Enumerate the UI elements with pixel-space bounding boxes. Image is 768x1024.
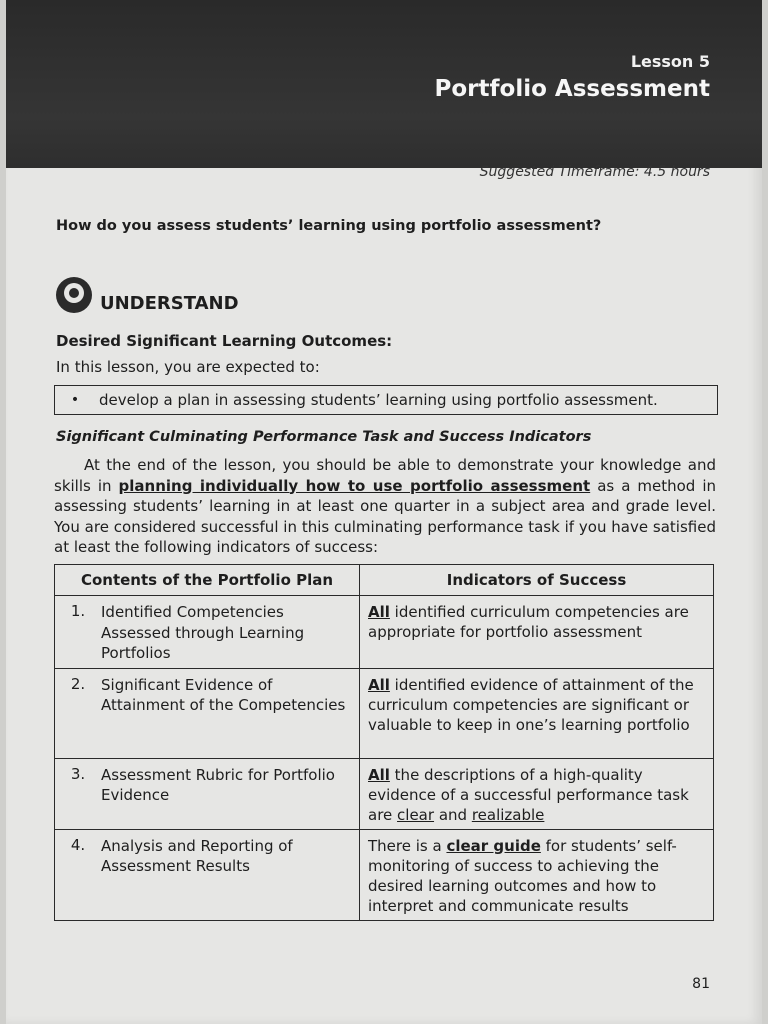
outcome-box (54, 385, 718, 415)
column-header-indicators: Indicators of Success (360, 565, 714, 596)
task-paragraph (54, 455, 716, 558)
bullet-icon: • (70, 392, 80, 408)
table-cell-content (55, 596, 360, 669)
row-content: Significant Evidence of Attainment of the Competencies (101, 675, 346, 714)
table-cell-indicator (360, 758, 714, 829)
outcomes-heading: Desired Significant Learning Outcomes: (56, 332, 393, 350)
book-page (6, 0, 762, 1024)
table-cell-content (55, 668, 360, 758)
row-number: 3. (70, 764, 86, 783)
understand-heading: UNDERSTAND (100, 293, 239, 314)
page-number: 81 (692, 976, 710, 992)
table-cell-content (55, 758, 360, 829)
understand-section-header (56, 275, 239, 314)
indicator-underlined-realizable: realizable (471, 805, 545, 824)
table-row (55, 758, 714, 829)
suggested-timeframe: Suggested Timeframe: 4.5 hours (479, 164, 710, 180)
lesson-label: Lesson 5 (630, 52, 710, 71)
task-text-underlined: planning individually how to use portfolio assessment (118, 476, 591, 495)
indicator-emphasis: clear guide (446, 836, 541, 855)
lesson-banner (6, 0, 762, 168)
indicator-text-mid: and (434, 805, 472, 824)
indicator-emphasis: All (368, 765, 390, 784)
table-cell-indicator (360, 668, 714, 758)
task-text-part1: At the end of the lesson, you should be able to demonstrate your knowledge and skills in (54, 456, 716, 495)
table-row (55, 829, 714, 920)
indicator-emphasis: All (368, 675, 390, 694)
row-number: 2. (70, 674, 86, 693)
outcome-item: develop a plan in assessing students’ learning using portfolio assessment. (99, 391, 658, 409)
task-heading: Significant Culminating Performance Task and Success Indicators (56, 429, 592, 445)
task-text-part2: as a method in assessing students’ learning in at least one quarter in a subject area and grade level. You are considered successful in this culminating performance task if you have satisfied at least the following indicators of success: (54, 476, 717, 556)
outcomes-intro: In this lesson, you are expected to: (56, 358, 320, 376)
indicator-text: identified curriculum competencies are appropriate for portfolio assessment (368, 603, 689, 641)
guiding-question: How do you assess students’ learning using portfolio assessment? (56, 218, 602, 234)
row-number: 4. (70, 835, 86, 854)
table-cell-content (55, 829, 360, 920)
lesson-title: Portfolio Assessment (434, 76, 710, 102)
row-number: 1. (70, 602, 86, 620)
lightbulb-icon (56, 277, 92, 313)
row-content: Identified Competencies Assessed through Learning Portfolios (101, 603, 305, 662)
indicator-emphasis: All (368, 603, 390, 621)
table-row (55, 668, 714, 758)
table-header-row (55, 565, 714, 596)
table-cell-indicator (360, 596, 714, 669)
portfolio-plan-table (54, 564, 714, 921)
column-header-contents: Contents of the Portfolio Plan (55, 565, 360, 596)
indicator-text: for students’ self-monitoring of success to achieving the desired learning outcomes and how to interpret and communicate results (368, 836, 677, 915)
row-content: Assessment Rubric for Portfolio Evidence (101, 765, 335, 804)
indicator-underlined-clear: clear (397, 805, 435, 824)
row-content: Analysis and Reporting of Assessment Results (101, 836, 293, 875)
indicator-text: identified evidence of attainment of the curriculum competencies are significant or valuable to keep in one’s learning portfolio (368, 675, 694, 734)
indicator-text: the descriptions of a high-quality evidence of a successful performance task are (368, 765, 689, 824)
table-row (55, 596, 714, 669)
indicator-text-pre: There is a (368, 836, 447, 855)
table-cell-indicator (360, 829, 714, 920)
